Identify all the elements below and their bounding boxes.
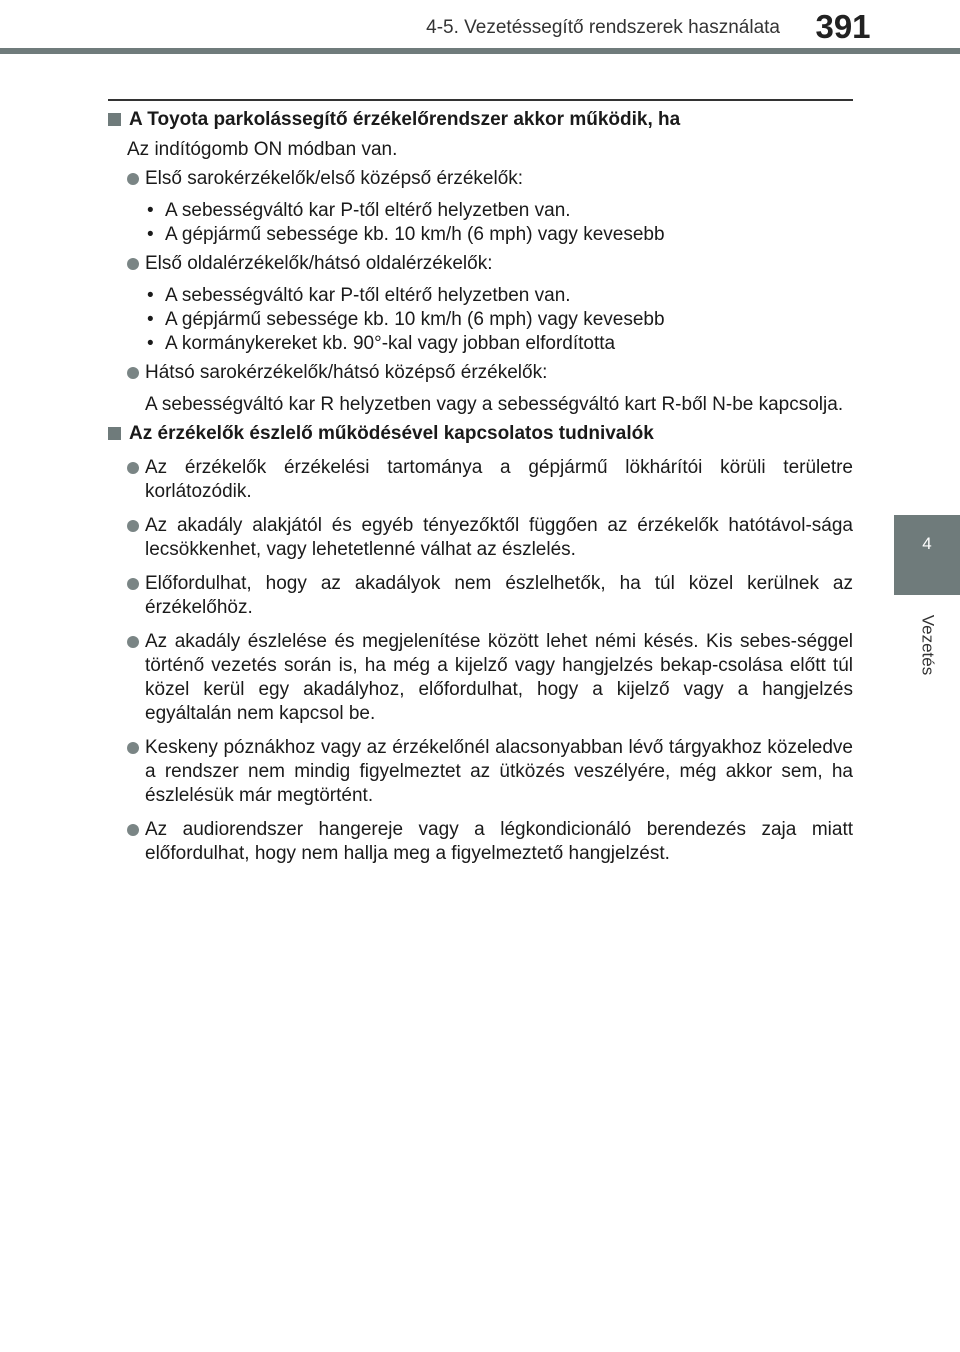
- sub-list-item: [145, 332, 853, 356]
- square-bullet-icon: [108, 113, 121, 126]
- section-operation-conditions: [108, 108, 853, 417]
- dot-marker-icon: •: [147, 285, 154, 306]
- list-item-text: Az akadály alakjától és egyéb tényezőktől függően az érzékelők hatótávol-sága lecsökkenhet, vagy lehetetlenné válhat az észlelés.: [145, 515, 853, 560]
- round-bullet-icon: [127, 173, 139, 185]
- list-item: [108, 572, 853, 620]
- list-item: [108, 630, 853, 726]
- list-item-text: Első sarokérzékelők/első középső érzékelők:: [145, 168, 524, 189]
- list-item: [108, 361, 853, 385]
- chapter-tab-label: [894, 600, 960, 690]
- round-bullet-icon: [127, 742, 139, 754]
- sub-list-item: [145, 199, 853, 223]
- round-bullet-icon: [127, 636, 139, 648]
- section-heading: [108, 422, 853, 446]
- sub-list-item: [145, 308, 853, 332]
- sub-list-item-text: A gépjármű sebessége kb. 10 km/h (6 mph) vagy kevesebb: [165, 309, 665, 330]
- list-item-note: A sebességváltó kar R helyzetben vagy a sebességváltó kart R-ből N-be kapcsolja.: [145, 394, 844, 415]
- dot-marker-icon: •: [147, 309, 154, 330]
- chapter-tab-label-text: Vezetés: [918, 614, 937, 676]
- list-item-text: Keskeny póznákhoz vagy az érzékelőnél alacsonyabban lévő tárgyakhoz közeledve a rendszer nem mindig figyelmeztet az ütközés veszélyére, még akkor sem, ha észlelésük már megtörtént.: [145, 737, 853, 806]
- sub-list-item: [145, 223, 853, 247]
- round-bullet-icon: [127, 258, 139, 270]
- sub-list-item-text: A sebességváltó kar P-től eltérő helyzetben van.: [165, 200, 571, 221]
- list-item-text: Hátsó sarokérzékelők/hátsó középső érzékelők:: [145, 362, 548, 383]
- page-number: 391: [815, 8, 871, 45]
- dot-marker-icon: •: [147, 224, 154, 245]
- section-heading-text: A Toyota parkolássegítő érzékelőrendszer akkor működik, ha: [129, 109, 681, 130]
- page-content: [108, 108, 853, 866]
- list-item-text: Az akadály észlelése és megjelenítése között lehet némi késés. Kis sebes-séggel történő vezetés során is, ha még a kijelző vagy hangjelzés bekap-csolása előtt túl közel kerül egy akadályhoz, előfordulhat, hogy a kijelző vagy a hangjelzés egyáltalán nem kapcsol be.: [145, 631, 853, 724]
- section-heading: [108, 108, 853, 132]
- sub-list-item: [145, 284, 853, 308]
- list-item: [108, 514, 853, 562]
- dot-marker-icon: •: [147, 333, 154, 354]
- list-item: [108, 456, 853, 504]
- dot-marker-icon: •: [147, 200, 154, 221]
- content-top-rule: [108, 99, 853, 101]
- header-title: 4-5. Vezetéssegítő rendszerek használata: [426, 17, 780, 38]
- list-item: [108, 736, 853, 808]
- list-item-text: Előfordulhat, hogy az akadályok nem észlelhetők, ha túl közel kerülnek az érzékelőhöz.: [145, 573, 853, 618]
- square-bullet-icon: [108, 427, 121, 440]
- list-item: [108, 252, 853, 276]
- round-bullet-icon: [127, 824, 139, 836]
- sub-list-item-text: A gépjármű sebessége kb. 10 km/h (6 mph) vagy kevesebb: [165, 224, 665, 245]
- sub-list-item-text: A sebességváltó kar P-től eltérő helyzetben van.: [165, 285, 571, 306]
- list-item-text: Az audiorendszer hangereje vagy a légkondicionáló berendezés zaja miatt előfordulhat, hogy nem hallja meg a figyelmeztető hangjelzést.: [145, 819, 853, 864]
- section-sensor-notes: [108, 422, 853, 866]
- sub-list: [108, 284, 853, 356]
- round-bullet-icon: [127, 367, 139, 379]
- list-item: [108, 818, 853, 866]
- list-item: [108, 167, 853, 191]
- round-bullet-icon: [127, 520, 139, 532]
- sub-list: [108, 199, 853, 247]
- chapter-tab: [894, 515, 960, 595]
- round-bullet-icon: [127, 462, 139, 474]
- section-intro: Az indítógomb ON módban van.: [127, 139, 398, 160]
- sub-list-item-text: A kormánykereket kb. 90°-kal vagy jobban elfordította: [165, 333, 616, 354]
- header-rule: [0, 48, 960, 54]
- list-item-text: Első oldalérzékelők/hátsó oldalérzékelők:: [145, 253, 493, 274]
- chapter-tab-number: 4: [922, 534, 932, 553]
- section-heading-text: Az érzékelők észlelő működésével kapcsolatos tudnivalók: [129, 423, 654, 444]
- round-bullet-icon: [127, 578, 139, 590]
- list-item-text: Az érzékelők érzékelési tartománya a gépjármű lökhárítói körüli területre korlátozódik.: [145, 457, 853, 502]
